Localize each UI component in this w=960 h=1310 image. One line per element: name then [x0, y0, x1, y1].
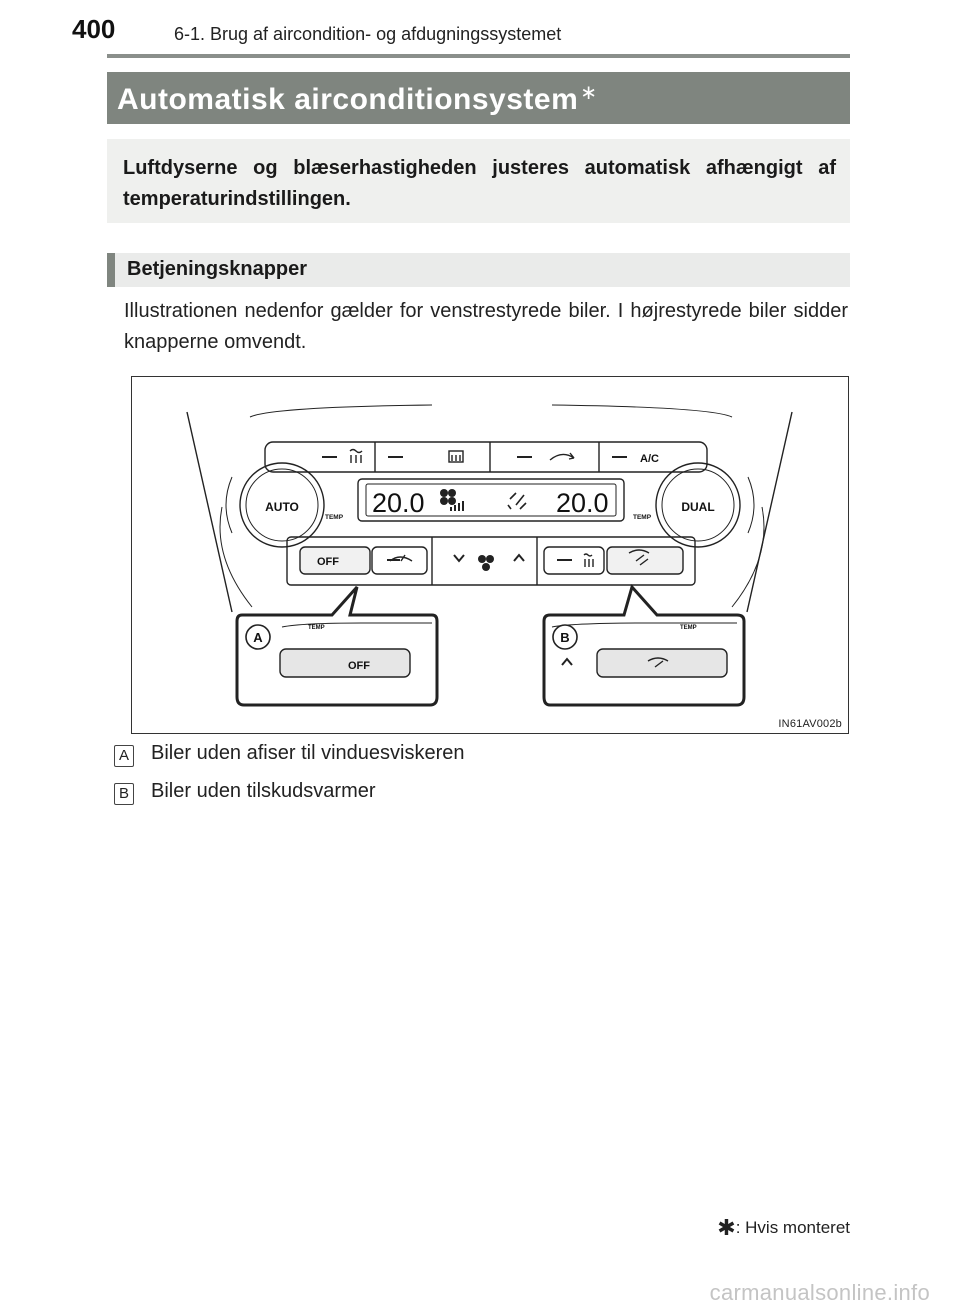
intro-box	[107, 139, 850, 223]
figure-code: IN61AV002b	[778, 718, 842, 730]
callout-b-label: B	[560, 630, 570, 645]
fan-off-label: OFF	[317, 556, 339, 568]
callout-a-label: A	[253, 630, 263, 645]
legend-key-a: A	[114, 745, 134, 767]
temp-label-zoom-a: TEMP	[308, 625, 325, 631]
temp-label-left: TEMP	[325, 514, 344, 521]
subsection-heading-text: Betjeningsknapper	[127, 258, 308, 280]
body-paragraph: Illustrationen nedenfor gælder for venstrestyrede biler. I højrestyrede biler sidder knapperne omvendt.	[124, 300, 848, 353]
header-divider	[107, 54, 850, 58]
recirculation-icon	[550, 453, 574, 460]
optional-marker: ∗	[580, 82, 598, 104]
fan-icon	[440, 489, 494, 571]
airflow-icon	[508, 493, 526, 509]
subsection-heading	[107, 253, 850, 287]
rear-defogger-icon	[350, 450, 362, 464]
temp-label-right: TEMP	[633, 514, 652, 521]
right-temp-display: 20.0	[556, 488, 609, 518]
control-panel-illustration	[132, 377, 850, 735]
legend-key-b: B	[114, 783, 134, 805]
footnote-star-icon: ✱	[717, 1215, 736, 1240]
footnote	[717, 1215, 850, 1241]
chapter-title: 6-1. Brug af aircondition- og afdugningssystemet	[174, 24, 562, 44]
section-title-text: Automatisk airconditionsystem	[117, 83, 579, 116]
auto-button-label: AUTO	[265, 500, 299, 514]
windshield-defogger-icon	[449, 451, 463, 462]
control-panel-figure	[131, 376, 849, 734]
legend-text-a: Biler uden afiser til vinduesviskeren	[151, 742, 465, 764]
ac-button-label: A/C	[640, 453, 659, 465]
temp-label-zoom-b: TEMP	[680, 625, 697, 631]
dual-button-label: DUAL	[681, 500, 715, 514]
left-temp-display: 20.0	[372, 488, 425, 518]
legend-text-b: Biler uden tilskudsvarmer	[151, 780, 376, 802]
section-title	[117, 80, 598, 117]
section-title-band	[107, 72, 850, 124]
intro-text: Luftdyserne og blæserhastigheden justeres automatisk afhængigt af temperaturindstillingen.	[123, 157, 836, 210]
page-number: 400	[72, 14, 116, 44]
watermark: carmanualsonline.info	[709, 1280, 930, 1305]
footnote-text: : Hvis monteret	[735, 1218, 850, 1237]
fan-off-label-zoom: OFF	[348, 660, 370, 672]
